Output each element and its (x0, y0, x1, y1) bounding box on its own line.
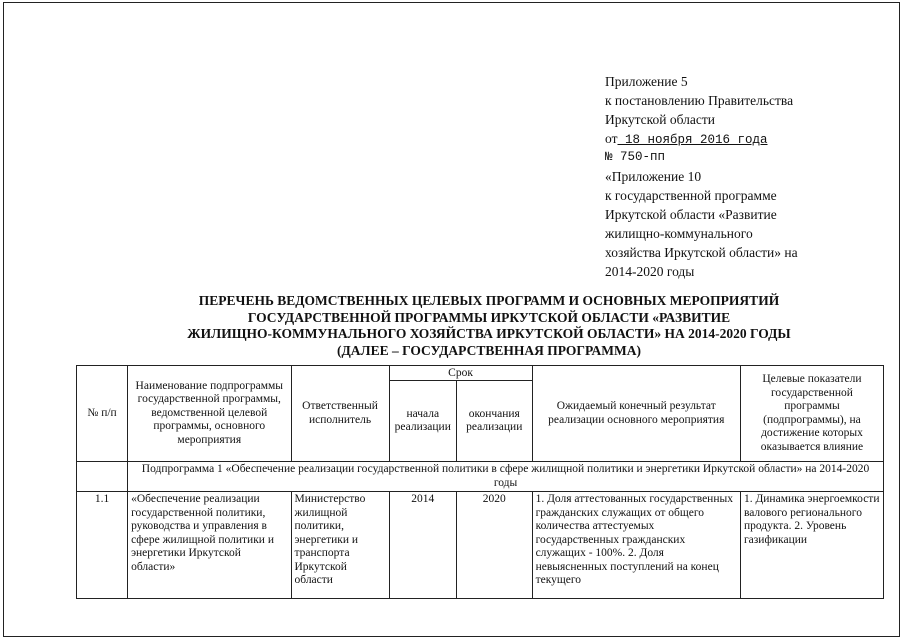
title-line-4: (ДАЛЕЕ – ГОСУДАРСТВЕННАЯ ПРОГРАММА) (337, 342, 641, 358)
page-frame (3, 2, 900, 637)
program-name-line-4: 2014-2020 годы (605, 264, 695, 279)
programs-table (76, 365, 884, 599)
subprogram-row (77, 462, 884, 492)
resolution-date (605, 129, 845, 150)
row-executor: Министерство жилищной политики, энергетики и транспорта Иркутской области (291, 492, 389, 599)
appendix-number: Приложение 5 (605, 74, 688, 89)
row-end: 2020 (456, 492, 532, 599)
program-name-line-3: хозяйства Иркутской области» на (605, 245, 798, 260)
title-line-2: ГОСУДАРСТВЕННОЙ ПРОГРАММЫ ИРКУТСКОЙ ОБЛАСТИ «РАЗВИТИЕ (247, 309, 731, 325)
title-line-3: ЖИЛИЩНО-КОММУНАЛЬНОГО ХОЗЯЙСТВА ИРКУТСКОЙ ОБЛАСТИ» НА 2014-2020 ГОДЫ (187, 326, 791, 341)
region-name: Иркутской области (605, 112, 716, 127)
date-prefix: от (605, 131, 618, 146)
subprogram-title: Подпрограмма 1 «Обеспечение реализации государственной политики в сфере жилищной политики и энергетики Иркутской области» на 2014-2020 годы (128, 462, 884, 492)
header-result: Ожидаемый конечный результат реализации основного мероприятия (532, 366, 740, 462)
header-indicators: Целевые показатели государственной программы (подпрограммы), на достижение которых оказывается влияние (740, 366, 883, 462)
document-title (124, 293, 854, 359)
appendix-10: «Приложение 10 (605, 169, 702, 184)
program-name-line-2: жилищно-коммунального (605, 226, 753, 241)
header-end: окончания реализации (456, 381, 532, 462)
header-name: Наименование подпрограммы государственной программы, ведомственной целевой программы, основного мероприятия (128, 366, 291, 462)
row-start: 2014 (389, 492, 456, 599)
table-header-row (77, 366, 884, 381)
to-resolution: к постановлению Правительства (605, 93, 794, 108)
row-result: 1. Доля аттестованных государственных гражданских служащих от общего количества аттестуемых государственных гражданских служащих - 100%. 2. Доля невыясненных поступлений на конец текущего (532, 492, 740, 599)
to-program: к государственной программе (605, 188, 777, 203)
title-line-1: ПЕРЕЧЕНЬ ВЕДОМСТВЕННЫХ ЦЕЛЕВЫХ ПРОГРАММ И ОСНОВНЫХ МЕРОПРИЯТИЙ (198, 293, 780, 308)
subprogram-num-cell (77, 462, 128, 492)
header-start: начала реализации (389, 381, 456, 462)
date-value: 18 ноября 2016 года (617, 133, 768, 147)
program-name-line-1: Иркутской области «Развитие (605, 207, 777, 222)
resolution-number: № 750-пп (605, 150, 666, 164)
header-num: № п/п (77, 366, 128, 462)
row-indicators: 1. Динамика энергоемкости валового регионального продукта. 2. Уровень газификации (740, 492, 883, 599)
appendix-header (605, 72, 845, 281)
row-name: «Обеспечение реализации государственной политики, руководства и управления в сфере жилищной политики и энергетики Иркутской области» (128, 492, 291, 599)
table-row (77, 492, 884, 599)
row-num: 1.1 (77, 492, 128, 599)
header-executor: Ответственный исполнитель (291, 366, 389, 462)
header-term: Срок (389, 366, 532, 381)
